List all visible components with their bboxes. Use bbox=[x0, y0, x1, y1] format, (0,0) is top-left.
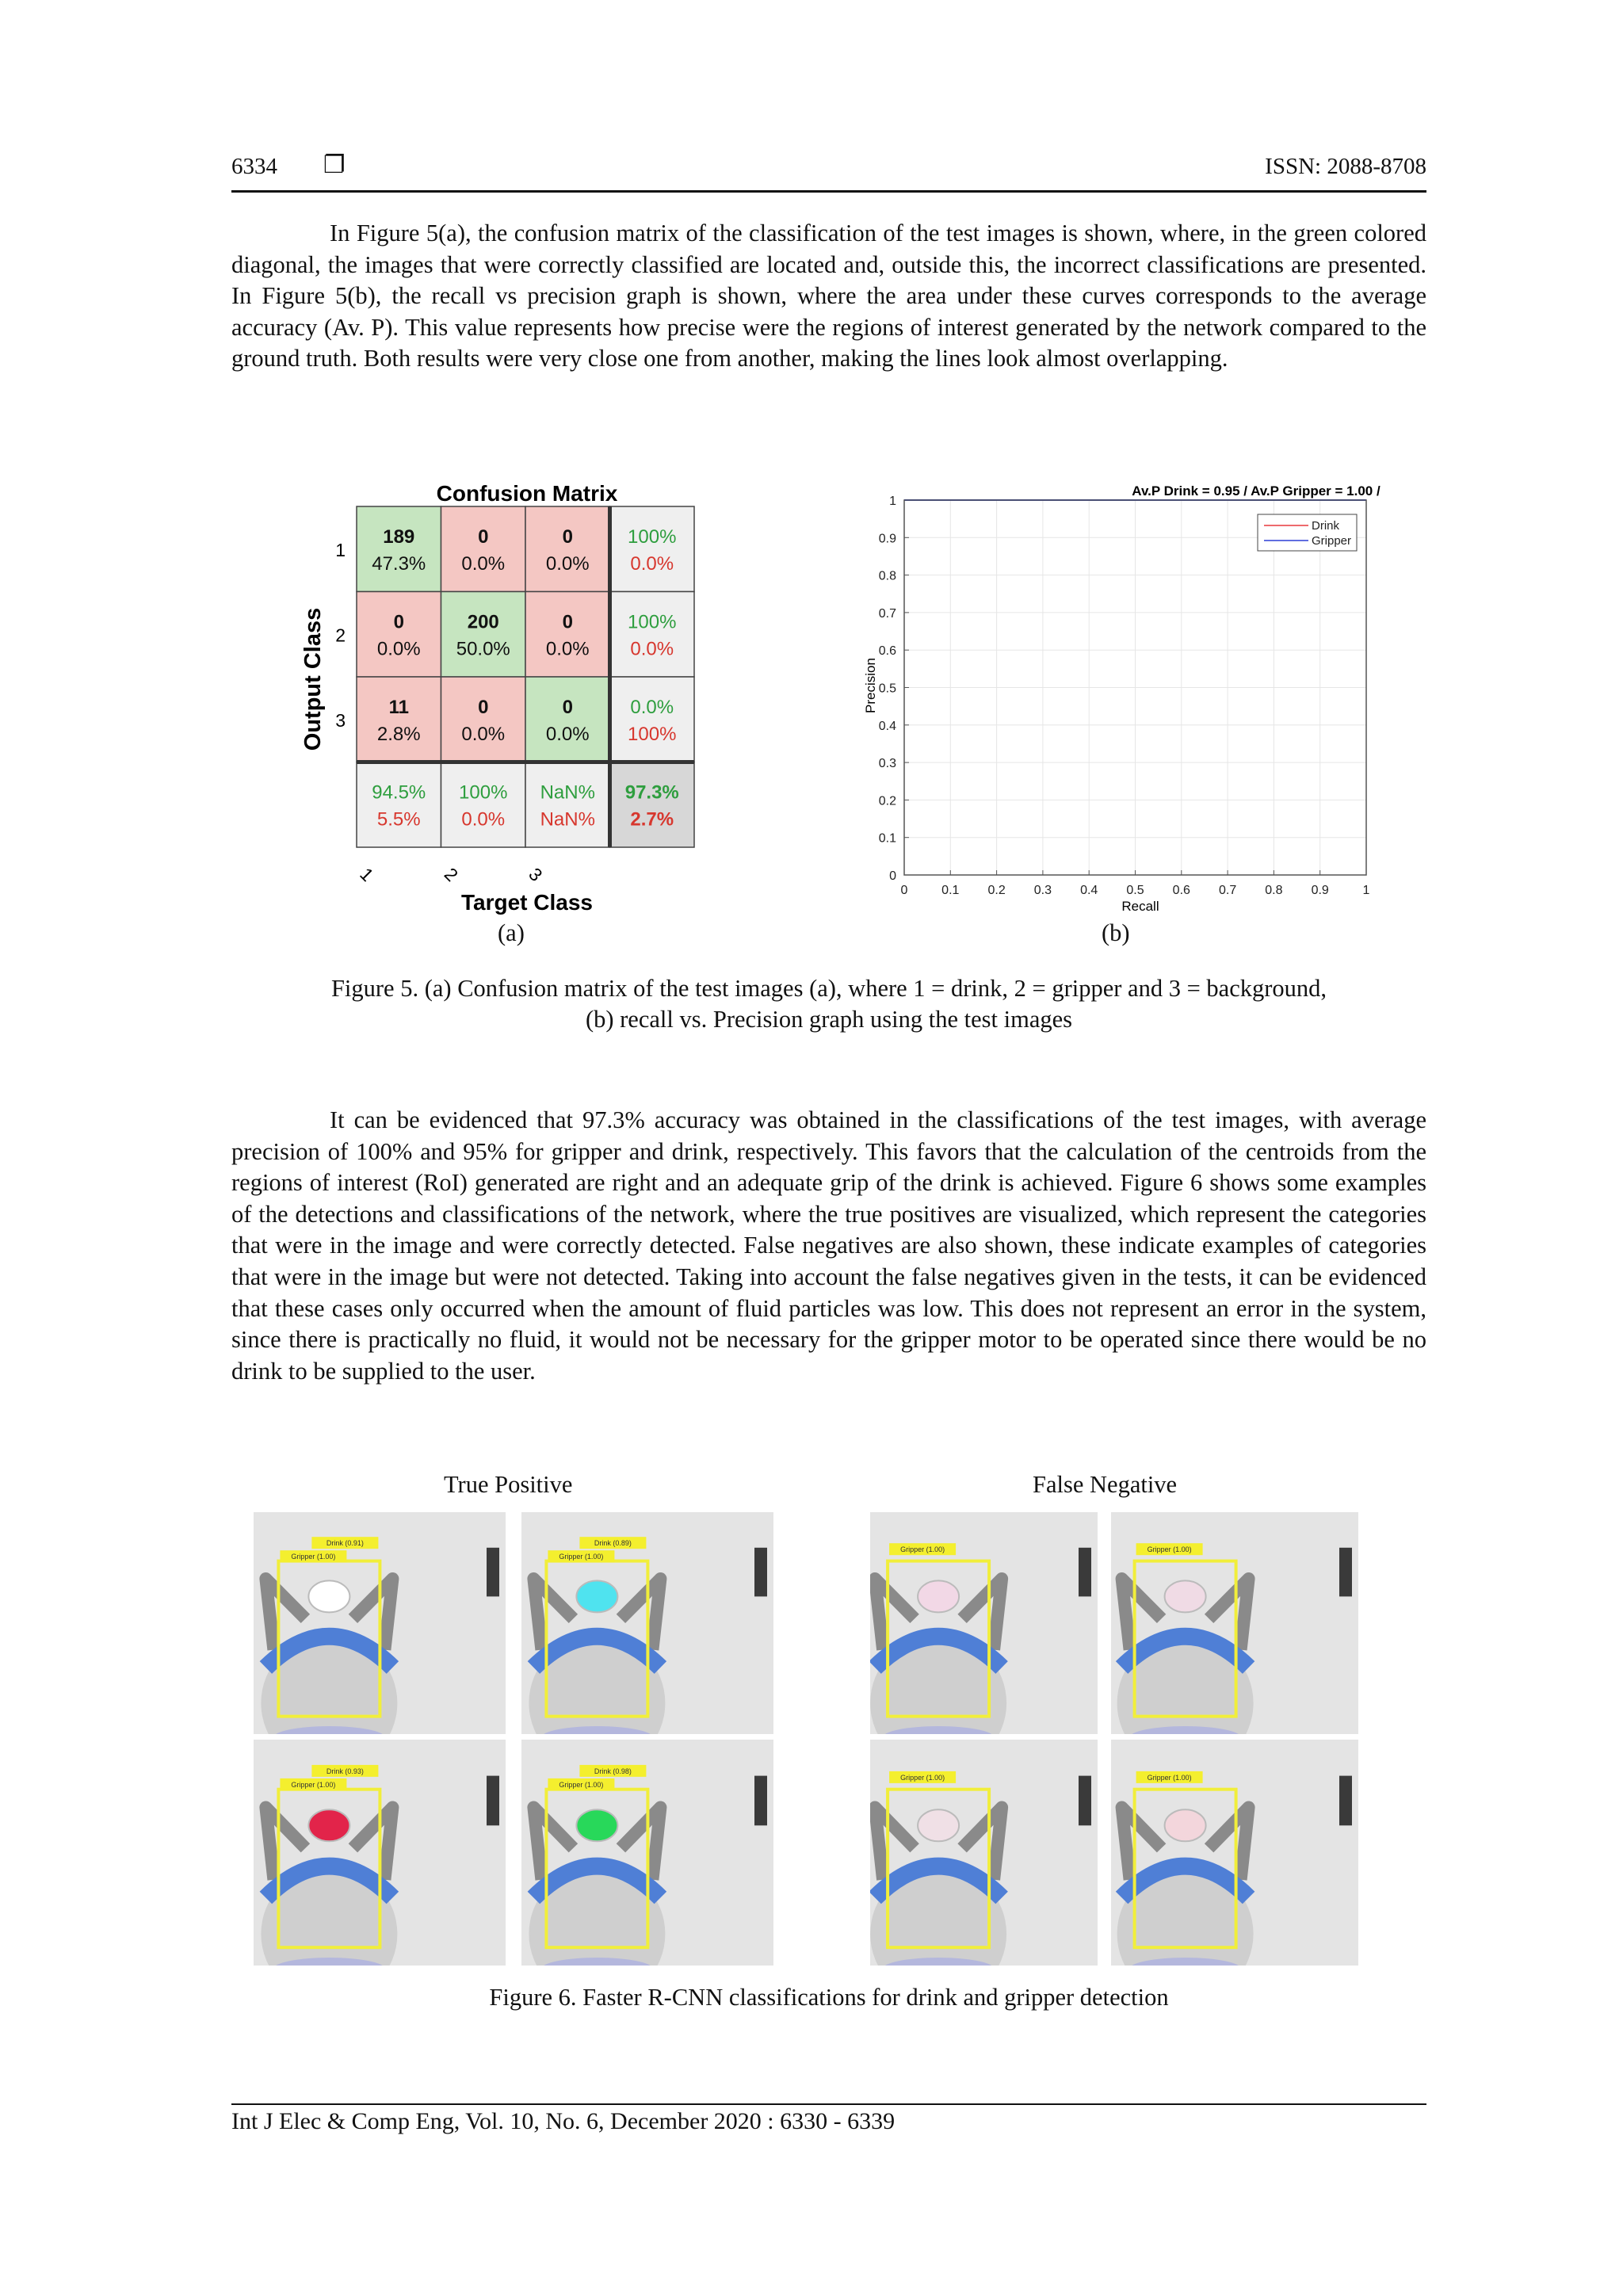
robot-gripper-illustration bbox=[254, 1512, 506, 1734]
detection-label-text: Gripper (1.00) bbox=[559, 1780, 604, 1789]
confusion-cell-percent: 100% bbox=[628, 724, 677, 745]
precision-recall-title: Av.P Drink = 0.95 / Av.P Gripper = 1.00 / bbox=[1132, 483, 1381, 499]
drink-cup bbox=[576, 1809, 617, 1841]
confusion-ytick: 1 bbox=[335, 539, 346, 560]
legend-label: Drink bbox=[1312, 519, 1340, 533]
x-tick-label: 1 bbox=[1362, 884, 1370, 897]
detection-label-text: Gripper (1.00) bbox=[291, 1780, 336, 1789]
detection-tile bbox=[1111, 1512, 1358, 1734]
confusion-cell-4-3 bbox=[525, 762, 610, 848]
x-tick-label: 0.5 bbox=[1126, 884, 1144, 897]
detection-tile bbox=[870, 1512, 1098, 1734]
y-tick-label: 0.9 bbox=[878, 532, 896, 546]
x-tick-label: 0.6 bbox=[1172, 884, 1190, 897]
confusion-cell-value: 0 bbox=[478, 526, 489, 548]
figure-6-caption: Figure 6. Faster R-CNN classifications for drink and gripper detection bbox=[489, 1984, 1169, 2011]
precision-recall-xlabel: Recall bbox=[1121, 899, 1159, 914]
y-tick-label: 0.5 bbox=[878, 682, 896, 696]
confusion-cell-value: 189 bbox=[383, 526, 415, 548]
confusion-cell-value: 0 bbox=[562, 526, 573, 548]
drink-cup bbox=[918, 1809, 959, 1841]
confusion-cell-1-4 bbox=[610, 506, 695, 592]
drink-cup bbox=[1165, 1809, 1206, 1841]
x-tick-label: 0.2 bbox=[987, 884, 1006, 897]
x-tick-label: 0.7 bbox=[1218, 884, 1237, 897]
confusion-cell-4-1 bbox=[357, 762, 441, 848]
confusion-cell-4-2 bbox=[441, 762, 526, 848]
issn: ISSN: 2088-8708 bbox=[1265, 154, 1426, 179]
confusion-cell-value: 11 bbox=[388, 697, 409, 718]
false-negative-label: False Negative bbox=[1033, 1471, 1178, 1498]
confusion-cell-percent: 50.0% bbox=[456, 638, 510, 660]
robot-gripper-illustration bbox=[870, 1512, 1098, 1734]
confusion-xtick: 2 bbox=[440, 863, 463, 886]
true-positive-label: True Positive bbox=[444, 1471, 573, 1498]
x-tick-label: 0.1 bbox=[941, 884, 960, 897]
robot-gripper-illustration bbox=[1111, 1740, 1358, 1966]
detection-label-text: Drink (0.89) bbox=[594, 1539, 632, 1548]
header-box-icon: ❐ bbox=[323, 151, 346, 178]
detection-label-text: Gripper (1.00) bbox=[291, 1553, 336, 1561]
robot-gripper-illustration bbox=[254, 1740, 506, 1966]
panel-b-label: (b) bbox=[1102, 919, 1130, 946]
confusion-cell-2-3 bbox=[525, 592, 610, 678]
drink-cup bbox=[576, 1580, 617, 1612]
header-rule bbox=[231, 190, 1426, 193]
drink-cup bbox=[308, 1809, 349, 1841]
robot-gripper-illustration bbox=[870, 1740, 1098, 1966]
confusion-cell-3-2 bbox=[441, 677, 526, 762]
detection-tile bbox=[521, 1740, 773, 1966]
detection-label-text: Gripper (1.00) bbox=[1147, 1545, 1192, 1554]
detection-label-text: Drink (0.98) bbox=[594, 1767, 632, 1775]
confusion-cell-3-3 bbox=[525, 677, 610, 762]
confusion-cell-percent: 0.0% bbox=[545, 724, 590, 745]
detection-label-text: Gripper (1.00) bbox=[900, 1545, 945, 1554]
x-tick-label: 0.4 bbox=[1080, 884, 1098, 897]
confusion-cell-1-2 bbox=[441, 506, 526, 592]
confusion-ytick: 3 bbox=[335, 709, 346, 731]
confusion-cell-percent: 47.3% bbox=[372, 553, 426, 575]
confusion-cell-percent: 0.0% bbox=[630, 638, 674, 660]
x-tick-label: 0.3 bbox=[1033, 884, 1052, 897]
robot-gripper-illustration bbox=[521, 1512, 773, 1734]
paragraph-2: It can be evidenced that 97.3% accuracy was obtained in the classifications of the test images, with average precision of 100% and 95% for gripper and drink, respectively. This favors that the calculation of the centroids from the regions of interest (RoI) generated are right and an adequate grip of the drink is achieved. Figure 6 shows some examples of the detections and classifications of the network, where the true positives are visualized, which represent the categories that were in the image and were correctly detected. False negatives are also shown, these indicate examples of categories that were in the image but were not detected. Taking into account the false negatives given in the tests, it can be evidenced that these cases only occurred when the amount of fluid particles was low. This does not represent an error in the system, since there is practically no fluid, it would not be necessary for the gripper motor to be operated since there would be no drink to be supplied to the user. bbox=[231, 1106, 1426, 1385]
confusion-cell-percent: 0.0% bbox=[630, 553, 674, 575]
y-tick-label: 0.1 bbox=[878, 831, 896, 846]
confusion-matrix-title: Confusion Matrix bbox=[436, 481, 618, 506]
confusion-xtick: 3 bbox=[525, 863, 547, 886]
paragraph-1: In Figure 5(a), the confusion matrix of the classification of the test images is shown, where, in the green colored diagonal, the images that were correctly classified are located and, outside this, the incorrect classifications are presented. In Figure 5(b), the recall vs precision graph is shown, where the area under these curves corresponds to the average accuracy (Av. P). This value represents how precise were the regions of interest generated by the network compared to the ground truth. Both results were very close one from another, making the lines look almost overlapping. bbox=[231, 220, 1426, 372]
drink-cup bbox=[918, 1580, 959, 1612]
detection-tile bbox=[254, 1512, 506, 1734]
y-tick-label: 1 bbox=[889, 495, 896, 508]
confusion-cell-value: 100% bbox=[628, 526, 677, 548]
confusion-matrix-chart bbox=[293, 472, 721, 915]
drink-cup bbox=[1165, 1580, 1206, 1612]
confusion-cell-value: 100% bbox=[628, 611, 677, 633]
confusion-cell-percent: 5.5% bbox=[376, 808, 421, 831]
confusion-cell-1-3 bbox=[525, 506, 610, 592]
detection-label-text: Gripper (1.00) bbox=[559, 1553, 604, 1561]
detection-label-text: Gripper (1.00) bbox=[900, 1773, 945, 1782]
confusion-cell-percent: 0.0% bbox=[461, 808, 506, 831]
y-tick-label: 0.7 bbox=[878, 606, 896, 621]
confusion-cell-percent: 0.0% bbox=[545, 638, 590, 660]
confusion-xtick: 1 bbox=[356, 863, 378, 886]
y-tick-label: 0.2 bbox=[878, 794, 896, 808]
confusion-cell-percent: 2.7% bbox=[630, 808, 674, 831]
detection-label-text: Drink (0.91) bbox=[326, 1539, 364, 1548]
detection-label-text: Drink (0.93) bbox=[326, 1767, 364, 1775]
detection-tile bbox=[521, 1512, 773, 1734]
journal-footer: Int J Elec & Comp Eng, Vol. 10, No. 6, December 2020 : 6330 - 6339 bbox=[231, 2108, 896, 2134]
y-tick-label: 0.8 bbox=[878, 569, 896, 583]
confusion-cell-3-1 bbox=[357, 677, 441, 762]
x-tick-label: 0.9 bbox=[1311, 884, 1329, 897]
robot-gripper-illustration bbox=[1111, 1512, 1358, 1734]
confusion-cell-percent: 2.8% bbox=[376, 724, 421, 745]
robot-gripper-illustration bbox=[521, 1740, 773, 1966]
y-tick-label: 0 bbox=[889, 869, 896, 883]
confusion-cell-3-4 bbox=[610, 677, 695, 762]
footer-rule bbox=[231, 2103, 1426, 2105]
precision-recall-chart bbox=[856, 479, 1395, 919]
confusion-cell-value: 0 bbox=[562, 697, 573, 718]
confusion-cell-value: 0 bbox=[562, 611, 573, 633]
confusion-cell-value: 97.3% bbox=[624, 781, 679, 804]
confusion-cell-2-4 bbox=[610, 592, 695, 678]
x-tick-label: 0.8 bbox=[1265, 884, 1283, 897]
drink-cup bbox=[308, 1580, 349, 1612]
y-tick-label: 0.3 bbox=[878, 757, 896, 771]
confusion-cell-value: 0.0% bbox=[630, 697, 674, 718]
precision-recall-ylabel: Precision bbox=[863, 658, 878, 713]
confusion-cell-percent: 0.0% bbox=[376, 638, 421, 660]
figure-5-caption: Figure 5. (a) Confusion matrix of the test images (a), where 1 = drink, 2 = gripper and 3 = background, (b) recall vs. Precision graph using the test images bbox=[330, 975, 1327, 1033]
confusion-cell-1-1 bbox=[357, 506, 441, 592]
detection-tile bbox=[870, 1740, 1098, 1966]
confusion-cell-2-2 bbox=[441, 592, 526, 678]
confusion-ytick: 2 bbox=[335, 625, 346, 646]
confusion-cell-value: 200 bbox=[467, 611, 499, 633]
confusion-matrix-ylabel: Output Class bbox=[300, 607, 326, 751]
confusion-cell-2-1 bbox=[357, 592, 441, 678]
legend-label: Gripper bbox=[1312, 534, 1352, 548]
confusion-cell-percent: 0.0% bbox=[461, 553, 506, 575]
panel-a-label: (a) bbox=[498, 919, 525, 946]
detection-label-text: Gripper (1.00) bbox=[1147, 1773, 1192, 1782]
confusion-cell-4-4 bbox=[610, 762, 695, 848]
x-tick-label: 0 bbox=[900, 884, 908, 897]
confusion-cell-value: NaN% bbox=[540, 781, 595, 804]
confusion-cell-percent: 0.0% bbox=[545, 553, 590, 575]
page-number: 6334 bbox=[231, 154, 277, 179]
detection-tile bbox=[254, 1740, 506, 1966]
detection-tile bbox=[1111, 1740, 1358, 1966]
confusion-cell-value: 0 bbox=[478, 697, 489, 718]
confusion-cell-value: 0 bbox=[393, 611, 404, 633]
confusion-cell-value: 100% bbox=[459, 781, 508, 804]
confusion-cell-percent: 0.0% bbox=[461, 724, 506, 745]
confusion-matrix-xlabel: Target Class bbox=[461, 890, 593, 915]
y-tick-label: 0.6 bbox=[878, 644, 896, 659]
confusion-cell-value: 94.5% bbox=[372, 781, 426, 804]
y-tick-label: 0.4 bbox=[878, 719, 896, 733]
confusion-cell-percent: NaN% bbox=[540, 808, 595, 831]
